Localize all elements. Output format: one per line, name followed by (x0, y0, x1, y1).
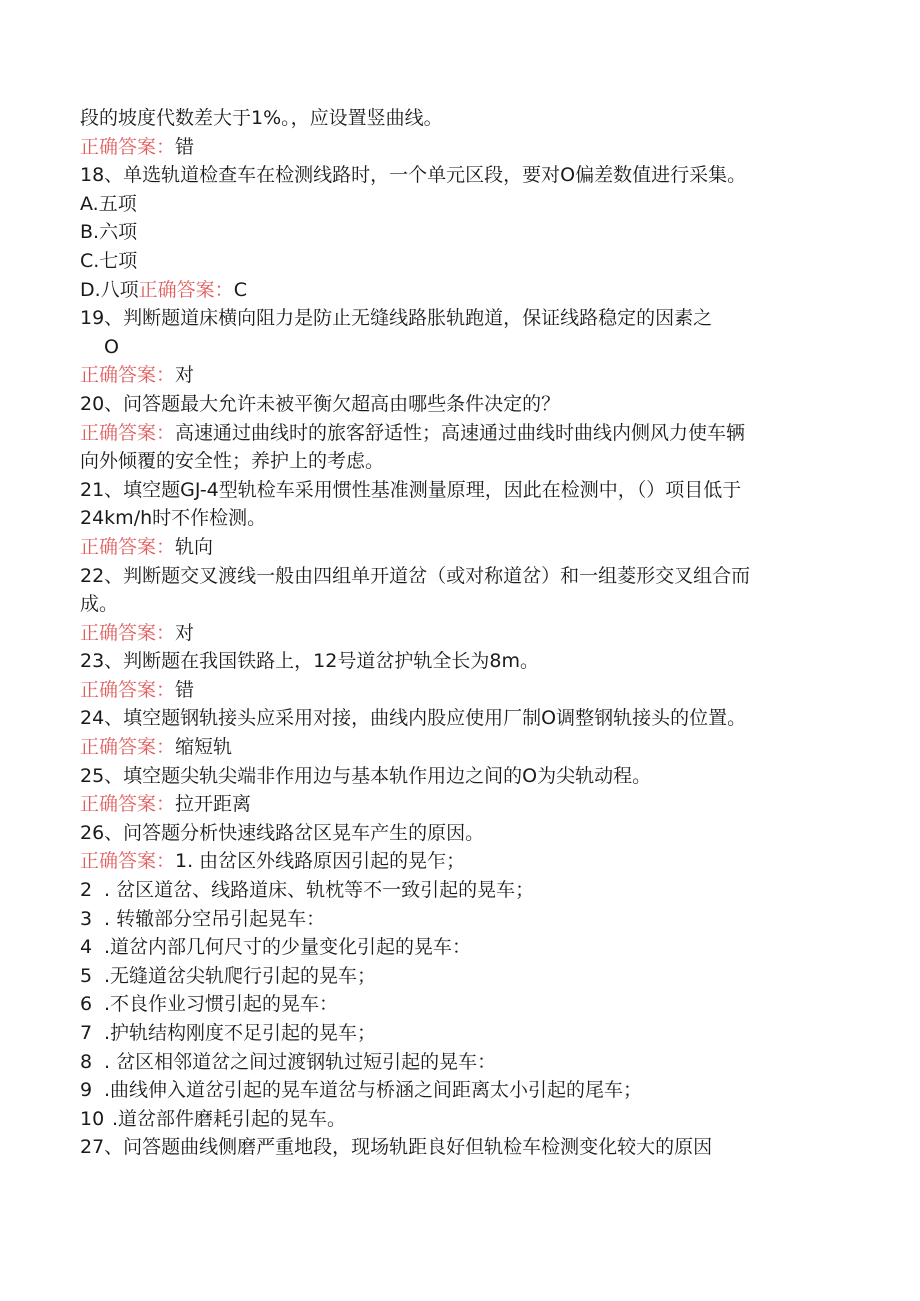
list-item (80, 962, 840, 991)
answer-value: 错 (175, 678, 195, 701)
answer-label: 正确答案： (80, 793, 176, 816)
answer-line (80, 733, 840, 762)
question-18: 18、单选轨道检查车在检测线路时，一个单元区段，要对O偏差数值进行采集。 (80, 164, 747, 187)
list-item (80, 990, 840, 1019)
question-27: 27、问答题曲线侧磨严重地段，现场轨距良好但轨检车检测变化较大的原因 (80, 1136, 713, 1159)
list-item (80, 876, 840, 905)
list-text: .护轨结构刚度不足引起的晃车； (104, 1022, 377, 1044)
question-25: 25、填空题尖轨尖端非作用边与基本轨作用边之间的O为尖轨动程。 (80, 764, 652, 787)
answer-value: 1. 由岔区外线路原因引起的晃乍； (175, 850, 466, 873)
list-number: 2 (80, 879, 93, 902)
list-number: 4 (80, 936, 93, 959)
answer-line (80, 619, 840, 648)
answer-value: C (233, 278, 247, 301)
text-line: 段的坡度代数差大于1%。，应设置竖曲线。 (80, 107, 443, 129)
option-d-text: D.八项 (80, 278, 139, 301)
list-number: 6 (80, 993, 93, 1016)
answer-value: 缩短轨 (175, 736, 233, 759)
list-item (80, 905, 840, 934)
list-text: . 岔区道岔、线路道床、轨枕等不一致引起的晃车； (104, 879, 535, 902)
answer-label: 正确答案： (138, 278, 234, 301)
list-item (80, 1105, 840, 1134)
list-item (80, 933, 840, 962)
question-21: 21、填空题GJ-4型轨检车采用惯性基准测量原理，因此在检测中，（）项目低于 (80, 478, 742, 501)
answer-value: 轨向 (175, 535, 214, 558)
answer-line (80, 533, 840, 562)
question-26: 26、问答题分析快速线路岔区晃车产生的原因。 (80, 821, 485, 844)
answer-label: 正确答案： (80, 850, 176, 873)
answer-line (80, 676, 840, 705)
list-number: 5 (80, 964, 93, 987)
question-21-cont: 24km/h时不作检测。 (80, 507, 267, 530)
answer-line (80, 361, 840, 390)
list-text: .道岔部件磨耗引起的晃车。 (112, 1107, 347, 1130)
answer-label: 正确答案： (80, 535, 176, 558)
question-22-cont: 成。 (80, 593, 119, 616)
answer-value: 拉开距离 (175, 793, 252, 816)
list-item (80, 1076, 840, 1105)
option-a: A.五项 (80, 192, 137, 215)
answer-label: 正确答案： (80, 135, 176, 158)
list-number: 8 (80, 1050, 93, 1073)
answer-line (80, 133, 840, 162)
question-19: 19、判断题道床横向阻力是防止无缝线路胀轨跑道，保证线路稳定的因素之 (80, 307, 713, 330)
question-20: 20、问答题最大允许未被平衡欠超高由哪些条件决定的？ (80, 392, 561, 415)
list-text: .曲线伸入道岔引起的晃车道岔与桥涵之间距离太小引起的尾车； (104, 1079, 643, 1102)
option-d (80, 276, 840, 305)
answer-label: 正确答案： (80, 621, 176, 644)
list-text: .无缝道岔尖轨爬行引起的晃车； (104, 964, 377, 987)
list-item (80, 1019, 840, 1048)
answer-line (80, 790, 840, 819)
answer-label: 正确答案： (80, 736, 176, 759)
answer-label: 正确答案： (80, 421, 176, 444)
answer-value: 高速通过曲线时的旅客舒适性；高速通过曲线时曲线内侧风力使车辆 (175, 421, 746, 444)
answer-value: 对 (175, 364, 195, 387)
option-c: C.七项 (80, 249, 138, 272)
list-text: .不良作业习惯引起的晃车： (104, 993, 339, 1016)
document-content (80, 104, 840, 1162)
list-text: . 转辙部分空吊引起晃车： (104, 907, 326, 930)
list-number: 9 (80, 1079, 93, 1102)
answer-label: 正确答案： (80, 364, 176, 387)
list-item (80, 1048, 840, 1077)
option-b: B.六项 (80, 221, 138, 244)
list-number: 3 (80, 907, 93, 930)
question-19-cont: O (104, 335, 119, 358)
answer-line (80, 419, 840, 448)
answer-value: 对 (175, 621, 195, 644)
question-22: 22、判断题交叉渡线一般由四组单开道岔（或对称道岔）和一组菱形交叉组合而 (80, 564, 751, 587)
answer-cont: 向外倾覆的安全性；养护上的考虑。 (80, 450, 385, 473)
answer-label: 正确答案： (80, 678, 176, 701)
answer-line (80, 847, 840, 876)
question-24: 24、填空题钢轨接头应采用对接，曲线内股应使用厂制O调整钢轨接头的位置。 (80, 707, 747, 730)
question-23: 23、判断题在我国铁路上，12号道岔护轨全长为8m。 (80, 650, 539, 673)
list-number: 7 (80, 1022, 93, 1044)
list-text: . 岔区相邻道岔之间过渡钢轨过短引起的晃车： (104, 1050, 497, 1073)
list-number: 10 (80, 1107, 105, 1130)
answer-value: 错 (175, 135, 195, 158)
list-text: .道岔内部几何尺寸的少量变化引起的晃车： (104, 936, 472, 959)
